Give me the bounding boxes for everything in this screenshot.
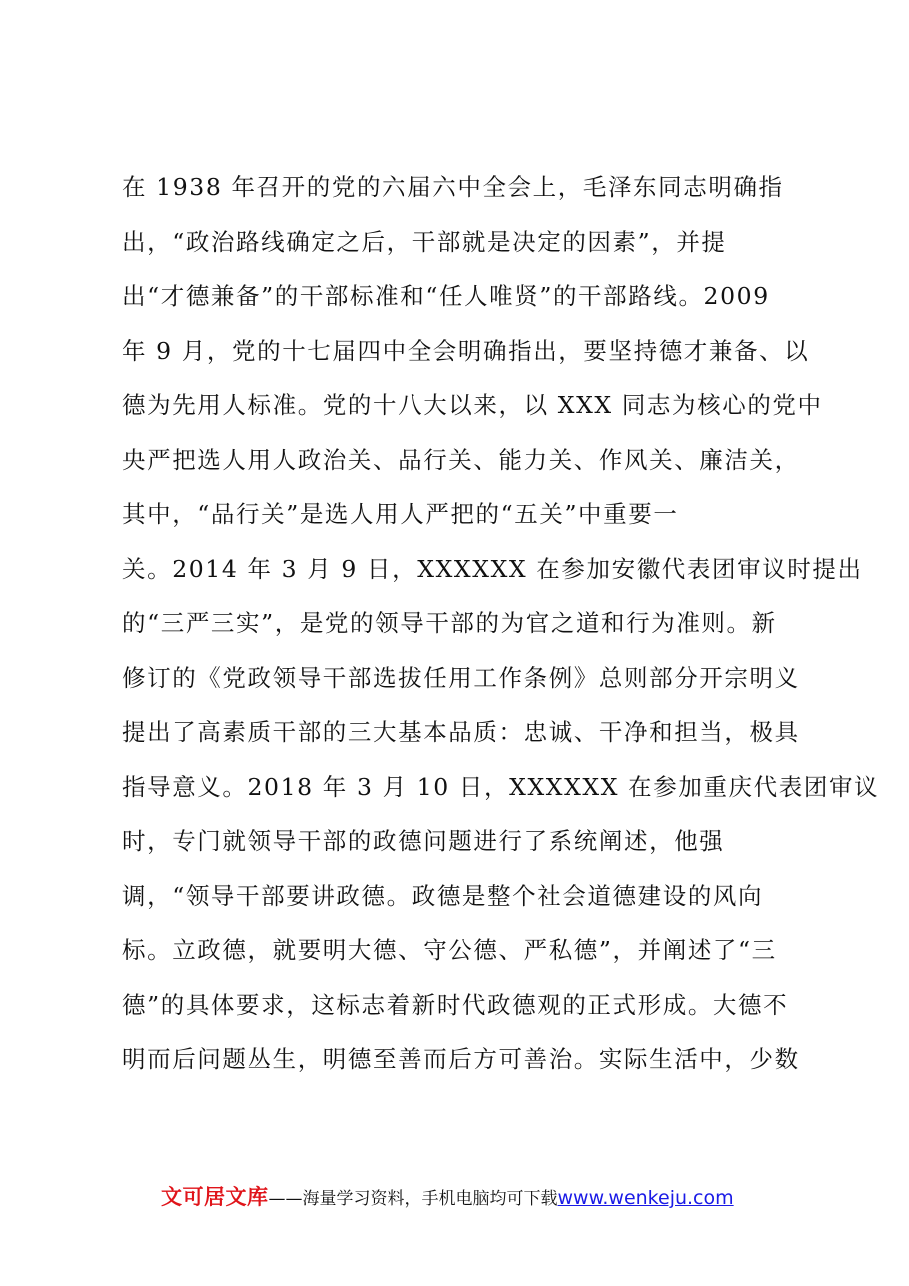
text-line: 关。2014 年 3 月 9 日，XXXXXX 在参加安徽代表团审议时提出 xyxy=(122,554,863,583)
footer-banner xyxy=(161,1181,734,1213)
text-line: 央严把选人用人政治关、品行关、能力关、作风关、廉洁关， xyxy=(122,445,800,474)
text-line: 修订的《党政领导干部选拔任用工作条例》总则部分开宗明义 xyxy=(122,663,800,692)
text-line: 时，专门就领导干部的政德问题进行了系统阐述，他强 xyxy=(122,827,725,855)
text-line: 调，“领导干部要讲政德。政德是整个社会道德建设的风向 xyxy=(122,881,764,910)
body-text xyxy=(122,164,880,1091)
footer-website-link[interactable]: www.wenkeju.com xyxy=(557,1187,734,1209)
footer-brand: 文可居文库 xyxy=(161,1185,269,1209)
footer-tagline: ——海量学习资料，手机电脑均可下载 xyxy=(268,1189,558,1209)
text-line: 德”的具体要求，这标志着新时代政德观的正式形成。大德不 xyxy=(122,990,789,1019)
text-line: 年 9 月，党的十七届四中全会明确指出，要坚持德才兼备、以 xyxy=(122,336,810,365)
text-line: 的“三严三实”，是党的领导干部的为官之道和行为准则。新 xyxy=(122,609,777,637)
text-line: 标。立政德，就要明大德、守公德、严私德”，并阐述了“三 xyxy=(122,936,777,964)
text-line: 提出了高素质干部的三大基本品质：忠诚、干净和担当，极具 xyxy=(122,718,800,746)
text-line: 在 1938 年召开的党的六届六中全会上，毛泽东同志明确指 xyxy=(122,173,784,201)
text-line: 指导意义。2018 年 3 月 10 日，XXXXXX 在参加重庆代表团审议 xyxy=(122,772,880,801)
text-line: 其中，“品行关”是选人用人严把的“五关”中重要一 xyxy=(122,500,679,528)
text-line: 出“才德兼备”的干部标准和“任人唯贤”的干部路线。2009 xyxy=(122,282,770,310)
text-line: 德为先用人标准。党的十八大以来，以 XXX 同志为核心的党中 xyxy=(122,391,823,419)
text-line: 明而后问题丛生，明德至善而后方可善治。实际生活中，少数 xyxy=(122,1045,800,1073)
text-line: 出，“政治路线确定之后，干部就是决定的因素”，并提 xyxy=(122,227,727,256)
